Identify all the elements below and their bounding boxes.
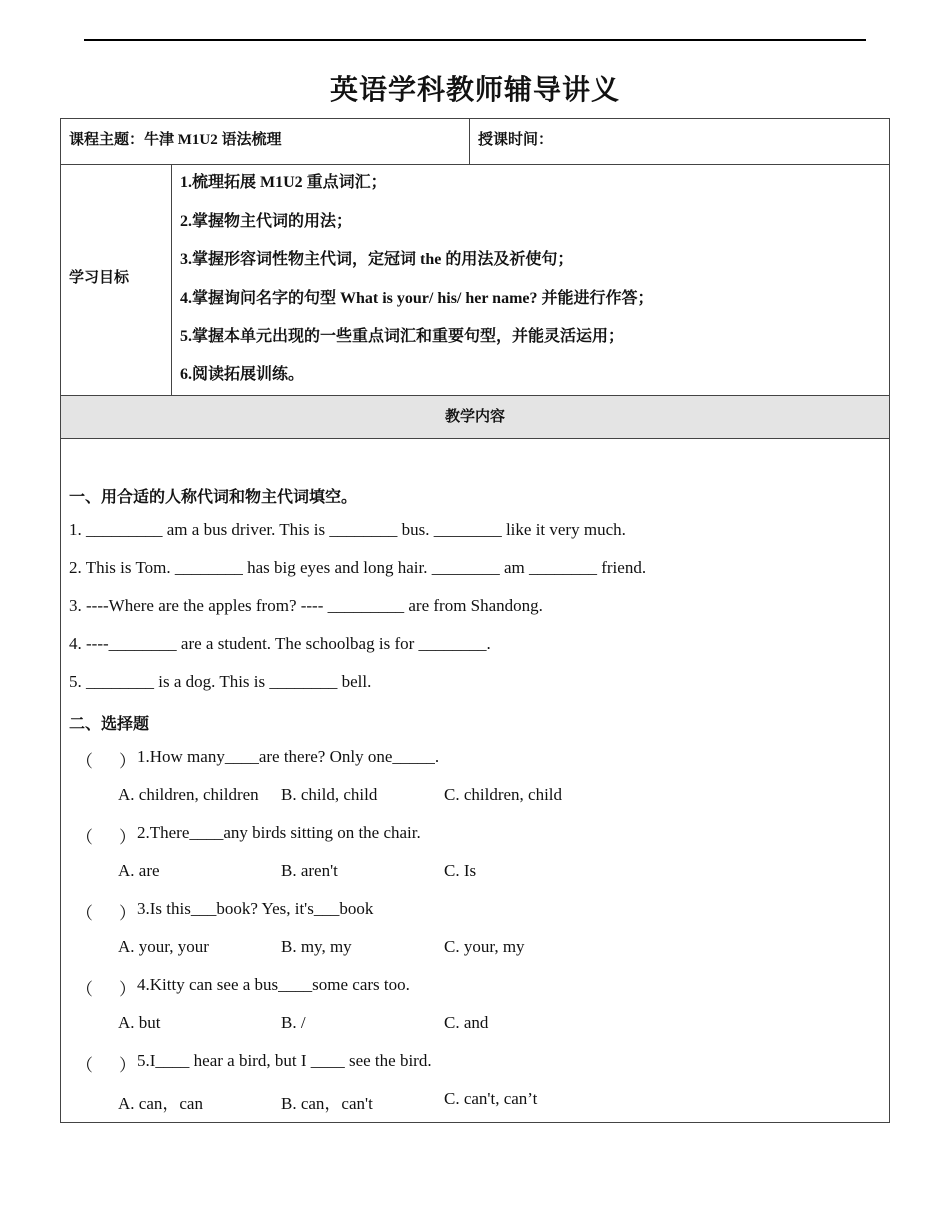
answer-paren-open: （ (76, 1056, 93, 1075)
column-divider (171, 164, 172, 395)
option-a: A. are (118, 861, 160, 880)
question-text: 5.I____ hear a bird, but I ____ see the bird. (137, 1051, 432, 1070)
option-c: C. children, child (444, 785, 563, 804)
goal-item: 6.阅读拓展训练。 (180, 366, 305, 383)
option-b: B. / (281, 1013, 306, 1032)
goal-item: 5.掌握本单元出现的一些重点词汇和重要句型，并能灵活运用； (180, 328, 625, 345)
content-header (61, 395, 889, 439)
row-divider (61, 164, 889, 165)
answer-paren-close: ） (119, 828, 136, 847)
answer-paren-close: ） (119, 752, 136, 771)
section-heading: 一、用合适的人称代词和物主代词填空。 (69, 489, 358, 506)
option-c: C. and (444, 1013, 489, 1032)
exercise-line: 3. ----Where are the apples from? ---- _________ are from Shandong. (69, 596, 543, 615)
option-b: B. can，can't (281, 1094, 373, 1113)
option-a: A. but (118, 1013, 161, 1032)
question-text: 2.There____any birds sitting on the chair. (137, 823, 421, 842)
question (61, 899, 861, 923)
goal-item: 4.掌握询问名字的句型 What is your/ his/ her name? 并能进行作答； (180, 290, 654, 307)
content-label: 教学内容 (444, 409, 505, 425)
option-a: A. your, your (118, 937, 209, 956)
answer-paren-close: ） (119, 904, 136, 923)
option-c: C. your, my (444, 937, 525, 956)
option-b: B. child, child (281, 785, 378, 804)
goals-label: 学习目标 (69, 270, 130, 286)
course-topic: 课程主题：牛津 M1U2 语法梳理 (69, 132, 282, 148)
exercise-line: 4. ----________ are a student. The schoolbag is for ________. (69, 634, 491, 653)
goal-item: 1.梳理拓展 M1U2 重点词汇； (180, 174, 387, 191)
goal-item: 3.掌握形容词性物主代词，定冠词 the 的用法及祈使句； (180, 251, 574, 268)
page-title: 英语学科教师辅导讲义 (329, 75, 620, 106)
answer-paren-open: （ (76, 752, 93, 771)
option-c: C. Is (444, 861, 477, 880)
question (61, 1051, 861, 1075)
answer-paren-open: （ (76, 904, 93, 923)
exercise-line: 2. This is Tom. ________ has big eyes and long hair. ________ am ________ friend. (69, 558, 647, 577)
goal-item: 2.掌握物主代词的用法； (180, 213, 353, 230)
section-heading: 二、选择题 (69, 716, 150, 733)
option-a: A. children, children (118, 785, 259, 804)
option-b: B. my, my (281, 937, 352, 956)
header-rule (84, 39, 866, 41)
column-divider (469, 119, 470, 164)
lesson-table (60, 118, 890, 1123)
option-c: C. can't, can’t (444, 1089, 538, 1108)
exercise-line: 5. ________ is a dog. This is ________ bell. (69, 672, 372, 691)
option-a: A. can，can (118, 1094, 203, 1113)
question-text: 4.Kitty can see a bus____some cars too. (137, 975, 410, 994)
question (61, 823, 861, 847)
question-text: 1.How many____are there? Only one_____. (137, 747, 440, 766)
exercise-line: 1. _________ am a bus driver. This is ________ bus. ________ like it very much. (69, 520, 626, 539)
option-b: B. aren't (281, 861, 338, 880)
question-text: 3.Is this___book? Yes, it's___book (137, 899, 374, 918)
answer-paren-close: ） (119, 980, 136, 999)
question (61, 975, 861, 999)
class-time: 授课时间： (478, 132, 554, 148)
question (61, 747, 861, 771)
answer-paren-open: （ (76, 828, 93, 847)
answer-paren-open: （ (76, 980, 93, 999)
answer-paren-close: ） (119, 1056, 136, 1075)
